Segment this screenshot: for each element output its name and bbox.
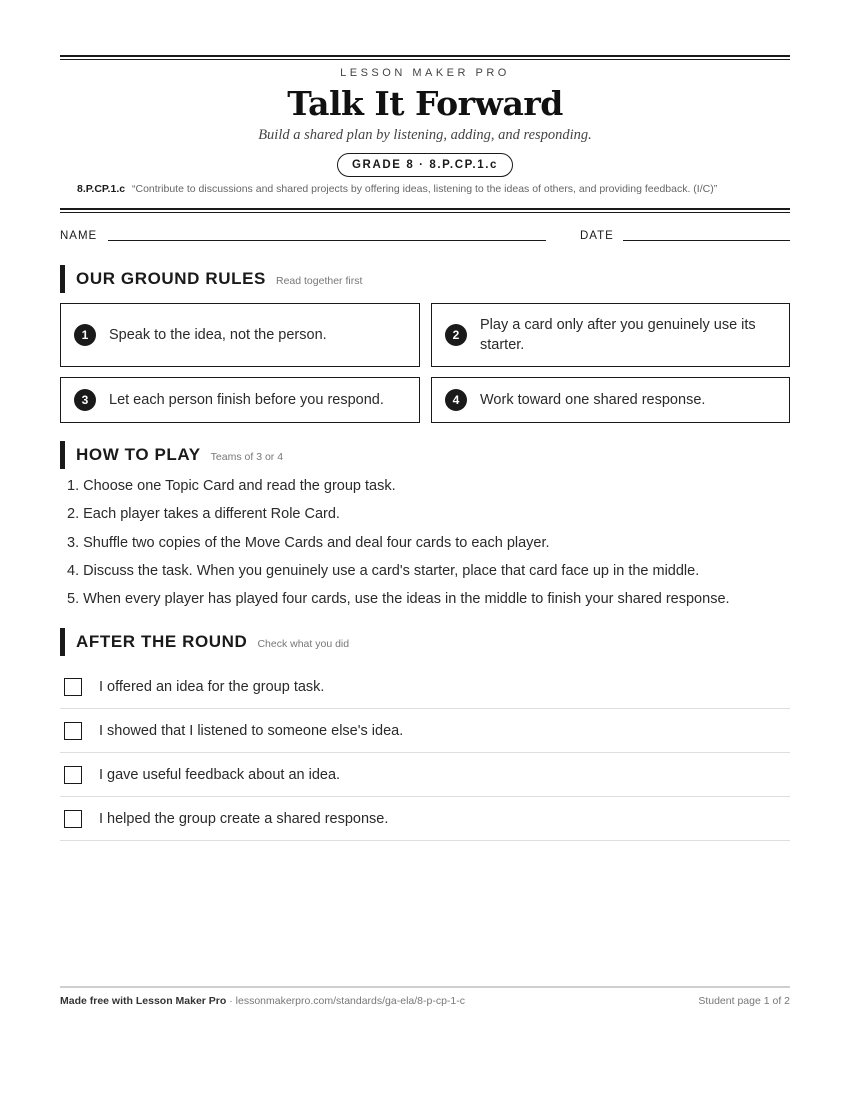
number-badge: 1 xyxy=(74,324,96,346)
section-title: HOW TO PLAY xyxy=(76,445,201,464)
instructions-list xyxy=(67,474,790,615)
instruction-step: 2. Each player takes a different Role Card. xyxy=(67,506,340,523)
grade-badge-container xyxy=(60,153,790,177)
header-bottom-rule xyxy=(60,208,790,213)
checkbox[interactable] xyxy=(64,722,82,740)
date-field[interactable] xyxy=(623,240,790,241)
section-note: Teams of 3 or 4 xyxy=(210,450,284,463)
ground-rule-text: Let each person finish before you respond. xyxy=(109,392,384,408)
checklist-text: I gave useful feedback about an idea. xyxy=(99,766,341,783)
footer-brand: Made free with Lesson Maker Pro xyxy=(60,995,227,1007)
instruction-step: 4. Discuss the task. When you genuinely use a card's starter, place that card face up in the middle. xyxy=(67,562,700,579)
ground-rule-card xyxy=(431,303,790,367)
standard-text: “Contribute to discussions and shared projects by offering ideas, listening to the ideas of others, and providing feedback. (I/C)” xyxy=(132,183,718,195)
grade-badge: GRADE 8 · 8.P.CP.1.c xyxy=(337,153,513,177)
page-number: Student page 1 of 2 xyxy=(698,995,790,1007)
footer-credit xyxy=(60,995,465,1007)
checklist-item[interactable] xyxy=(60,709,790,753)
how-to-play-heading xyxy=(60,441,283,469)
name-label: NAME xyxy=(60,230,98,242)
footer-separator: · xyxy=(226,995,236,1007)
checklist-item[interactable] xyxy=(60,797,790,841)
ground-rule-text: Work toward one shared response. xyxy=(480,392,706,408)
footer-rule xyxy=(60,986,790,988)
instruction-step: 3. Shuffle two copies of the Move Cards and deal four cards to each player. xyxy=(67,534,550,551)
after-round-heading xyxy=(60,628,349,656)
ground-rule-text: Speak to the idea, not the person. xyxy=(109,327,327,343)
number-badge: 4 xyxy=(445,389,467,411)
ground-rule-text: Play a card only after you genuinely use its starter. xyxy=(480,317,756,353)
standard-code: 8.P.CP.1.c xyxy=(77,183,126,195)
checkbox[interactable] xyxy=(64,678,82,696)
number-badge: 3 xyxy=(74,389,96,411)
worksheet-page xyxy=(60,0,790,1100)
section-note: Check what you did xyxy=(257,637,350,650)
ground-rules-heading xyxy=(60,265,362,293)
section-note: Read together first xyxy=(276,274,363,287)
checklist-item[interactable] xyxy=(60,753,790,797)
checklist-text: I showed that I listened to someone else's idea. xyxy=(99,722,404,739)
date-label: DATE xyxy=(580,230,614,242)
ground-rule-card xyxy=(60,377,420,423)
number-badge: 2 xyxy=(445,324,467,346)
checklist-text: I helped the group create a shared response. xyxy=(99,810,389,827)
instruction-step: 1. Choose one Topic Card and read the group task. xyxy=(67,478,396,494)
header-top-rule xyxy=(60,55,790,60)
standard-statement xyxy=(77,183,790,195)
section-title: AFTER THE ROUND xyxy=(76,632,248,651)
ground-rule-card xyxy=(60,303,420,367)
section-title: OUR GROUND RULES xyxy=(76,269,266,288)
page-subtitle: Build a shared plan by listening, adding, and responding. xyxy=(258,127,592,143)
checkbox[interactable] xyxy=(64,810,82,828)
page-title: Talk It Forward xyxy=(287,84,563,123)
checklist-text: I offered an idea for the group task. xyxy=(99,678,325,695)
brand-name: LESSON MAKER PRO xyxy=(340,67,510,79)
name-field[interactable] xyxy=(108,240,546,241)
checkbox[interactable] xyxy=(64,766,82,784)
checklist-item[interactable] xyxy=(60,665,790,709)
footer-url[interactable]: lessonmakerpro.com/standards/ga-ela/8-p-cp-1-c xyxy=(235,995,466,1007)
ground-rule-card xyxy=(431,377,790,423)
instruction-step: 5. When every player has played four cards, use the ideas in the middle to finish your shared response. xyxy=(67,591,730,608)
